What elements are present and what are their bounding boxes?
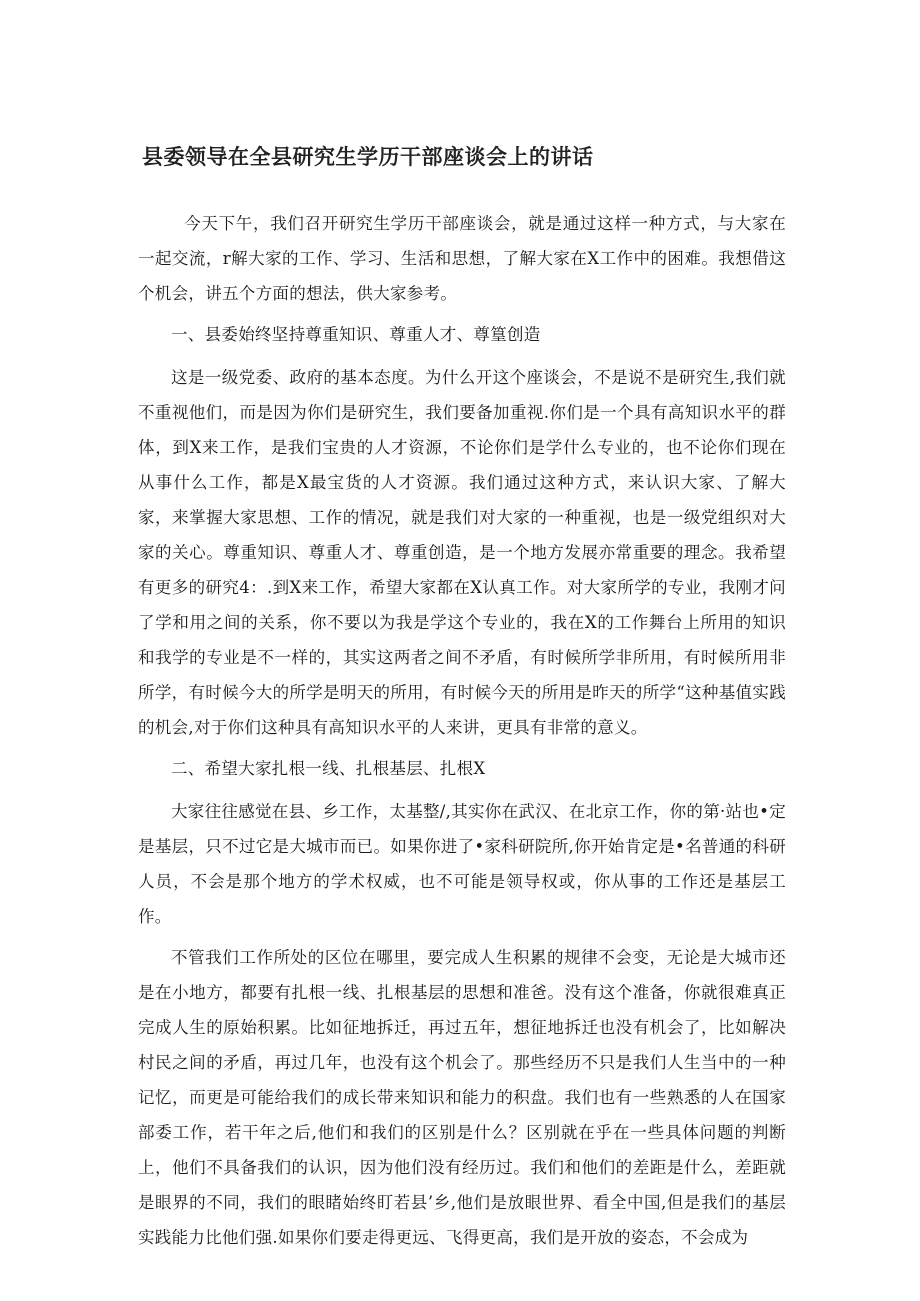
section2-paragraph-1: 大家往往感觉在县、乡工作，太基整/,其实你在武汉、在北京工作，你的第·站也•定是基层，只不过它是大城市而已。如果你进了•家科研院所,你开始肯定是•名普通的科研人员，不会是那个地方的学术权威，也不可能是领导权或，你从事的工作还是基层工作。 [138,802,786,926]
document-page [138,140,786,1261]
intro-paragraph: 今天下午，我们召开研究生学历干部座谈会，就是通过这样一种方式，与大家在一起交流，r解大家的工作、学习、生活和思想，了解大家在X工作中的困难。我想借这个机会，讲五个方面的想法，供大家参考。 [138,214,786,303]
section1-heading: 一、县委始终坚持尊重知识、尊重人才、尊篁创造 [171,325,541,344]
section1-paragraph: 这是一级党委、政府的基本态度。为什么开这个座谈会，不是说不是研究生,我们就不重视他们，而是因为你们是研究生，我们要备加重视.你们是一个具有高知识水平的群体，到X来工作，是我们宝贵的人才资源，不论你们是学什么专业的，也不论你们现在从事什么工作，都是X最宝货的人才资源。我们通过这种方式，来认识大家、了解大家，来掌握大家思想、工作的情况，就是我们对大家的一种重视，也是一级党组织对大家的关心。尊重知识、尊重人才、尊重创造，是一个地方发展亦常重要的理念。我希望有更多的研究4：.到X来工作，希望大家都在X认真工作。对大家所学的专业，我刚才问了学和用之间的关系，你不要以为我是学这个专业的，我在X的工作舞台上所用的知识和我学的专业是不一样的，其实这两者之间不矛盾，有时候所学非所用，有时候所用非所学，有时候今大的所学是明天的所用，有时候今天的所用是昨天的所学“这种基值实践的机会,对于你们这种具有高知识水平的人来讲，更具有非常的意义。 [138,368,786,737]
document-title: 县委领导在全县研究生学历干部座谈会上的讲话 [142,145,594,169]
section2-heading: 二、希望大家扎根一线、扎根基层、扎根X [171,759,486,778]
section2-paragraph-2: 不管我们工作所处的区位在哪里，要完成人生积累的规律不会变，无论是大城市还是在小地方，都要有扎根一线、扎根基层的思想和准爸。没有这个准备，你就很难真正完成人生的原始积累。比如征地拆迁，再过五年，想征地拆迁也没有机会了，比如解决村民之间的矛盾，再过几年，也没有这个机会了。那些经历不只是我们人生当中的一种记忆，而更是可能给我们的成长带来知识和能力的积盘。我们也有一些熟悉的人在国家部委工作，若干年之后,他们和我们的区别是什么？区别就在乎在一些具体问题的判断上，他们不具备我们的认识，因为他们没有经历过。我们和他们的差距是什么，差距就是眼界的不同，我们的眼睹始终盯若县’乡,他们是放眼世界、看全中国,但是我们的基层实践能力比他们强.如果你们要走得更远、飞得更高，我们是开放的姿态，不会成为 [138,948,786,1247]
